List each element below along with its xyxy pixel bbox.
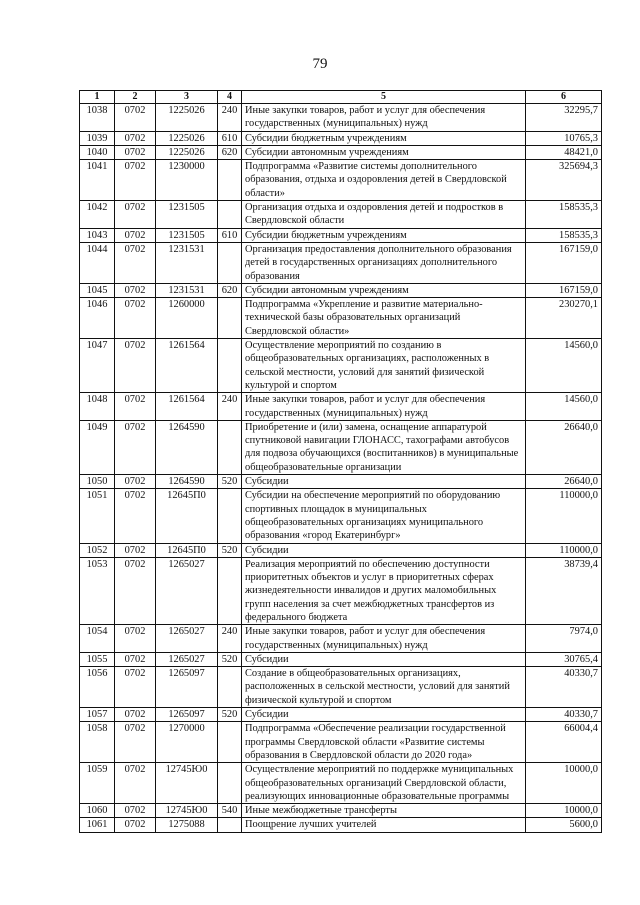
target-article-code: 12645П0 bbox=[156, 543, 218, 557]
item-name: Подпрограмма «Укрепление и развитие материально-технической базы образовательных организаций Свердловской области» bbox=[242, 298, 526, 339]
row-number: 1052 bbox=[80, 543, 115, 557]
target-article-code: 1264590 bbox=[156, 475, 218, 489]
section-code: 0702 bbox=[115, 625, 156, 653]
item-name: Субсидии bbox=[242, 475, 526, 489]
table-row bbox=[80, 160, 602, 201]
target-article-code: 1265027 bbox=[156, 652, 218, 666]
item-name: Реализация мероприятий по обеспечению доступности приоритетных объектов и услуг в приоритетных сферах жизнедеятельности инвалидов и других маломобильных групп населения за счет межбюджетных трансфертов из федерального бюджета bbox=[242, 557, 526, 624]
row-number: 1039 bbox=[80, 131, 115, 145]
amount: 158535,3 bbox=[526, 201, 602, 229]
amount: 10000,0 bbox=[526, 763, 602, 804]
section-code: 0702 bbox=[115, 804, 156, 818]
table-row bbox=[80, 283, 602, 297]
target-article-code: 1264590 bbox=[156, 420, 218, 474]
target-article-code: 1265027 bbox=[156, 625, 218, 653]
item-name: Организация предоставления дополнительного образования детей в государственных организациях дополнительного образования bbox=[242, 242, 526, 283]
amount: 14560,0 bbox=[526, 393, 602, 421]
target-article-code: 1261564 bbox=[156, 393, 218, 421]
amount: 158535,3 bbox=[526, 228, 602, 242]
table-row bbox=[80, 557, 602, 624]
section-code: 0702 bbox=[115, 283, 156, 297]
section-code: 0702 bbox=[115, 145, 156, 159]
table-row bbox=[80, 489, 602, 543]
row-number: 1051 bbox=[80, 489, 115, 543]
expense-type-code bbox=[218, 420, 242, 474]
section-code: 0702 bbox=[115, 393, 156, 421]
item-name: Осуществление мероприятий по поддержке муниципальных общеобразовательных организаций Свердловской области, реализующих инновационные образовательные программы bbox=[242, 763, 526, 804]
item-name: Иные закупки товаров, работ и услуг для обеспечения государственных (муниципальных) нужд bbox=[242, 625, 526, 653]
header-col-1: 1 bbox=[80, 91, 115, 104]
row-number: 1053 bbox=[80, 557, 115, 624]
item-name: Подпрограмма «Развитие системы дополнительного образования, отдыха и оздоровления детей в Свердловской области» bbox=[242, 160, 526, 201]
expense-type-code bbox=[218, 242, 242, 283]
target-article-code: 1230000 bbox=[156, 160, 218, 201]
expense-type-code: 520 bbox=[218, 652, 242, 666]
amount: 48421,0 bbox=[526, 145, 602, 159]
table-row bbox=[80, 543, 602, 557]
table-header-row bbox=[80, 91, 602, 104]
table-row bbox=[80, 298, 602, 339]
amount: 26640,0 bbox=[526, 420, 602, 474]
row-number: 1055 bbox=[80, 652, 115, 666]
expense-type-code bbox=[218, 298, 242, 339]
expense-type-code: 610 bbox=[218, 131, 242, 145]
item-name: Поощрение лучших учителей bbox=[242, 818, 526, 832]
target-article-code: 1225026 bbox=[156, 104, 218, 132]
section-code: 0702 bbox=[115, 722, 156, 763]
table-row bbox=[80, 475, 602, 489]
section-code: 0702 bbox=[115, 557, 156, 624]
target-article-code: 1275088 bbox=[156, 818, 218, 832]
amount: 110000,0 bbox=[526, 489, 602, 543]
row-number: 1044 bbox=[80, 242, 115, 283]
target-article-code: 12645П0 bbox=[156, 489, 218, 543]
row-number: 1038 bbox=[80, 104, 115, 132]
expense-type-code bbox=[218, 763, 242, 804]
header-col-3: 3 bbox=[156, 91, 218, 104]
target-article-code: 1225026 bbox=[156, 145, 218, 159]
row-number: 1054 bbox=[80, 625, 115, 653]
table-row bbox=[80, 131, 602, 145]
item-name: Организация отдыха и оздоровления детей и подростков в Свердловской области bbox=[242, 201, 526, 229]
expense-type-code: 620 bbox=[218, 145, 242, 159]
row-number: 1046 bbox=[80, 298, 115, 339]
page-number: 79 bbox=[312, 56, 328, 72]
section-code: 0702 bbox=[115, 543, 156, 557]
table-row bbox=[80, 763, 602, 804]
section-code: 0702 bbox=[115, 763, 156, 804]
section-code: 0702 bbox=[115, 339, 156, 393]
table-row bbox=[80, 652, 602, 666]
item-name: Субсидии автономным учреждениям bbox=[242, 145, 526, 159]
section-code: 0702 bbox=[115, 104, 156, 132]
item-name: Иные закупки товаров, работ и услуг для обеспечения государственных (муниципальных) нужд bbox=[242, 104, 526, 132]
row-number: 1043 bbox=[80, 228, 115, 242]
item-name: Создание в общеобразовательных организациях, расположенных в сельской местности, условий для занятий физической культурой и спортом bbox=[242, 667, 526, 708]
expense-type-code: 610 bbox=[218, 228, 242, 242]
table-row bbox=[80, 818, 602, 832]
amount: 7974,0 bbox=[526, 625, 602, 653]
section-code: 0702 bbox=[115, 201, 156, 229]
expense-type-code: 240 bbox=[218, 625, 242, 653]
expense-type-code bbox=[218, 160, 242, 201]
table-row bbox=[80, 625, 602, 653]
item-name: Субсидии бюджетным учреждениям bbox=[242, 131, 526, 145]
amount: 325694,3 bbox=[526, 160, 602, 201]
item-name: Субсидии бюджетным учреждениям bbox=[242, 228, 526, 242]
row-number: 1058 bbox=[80, 722, 115, 763]
row-number: 1040 bbox=[80, 145, 115, 159]
item-name: Иные межбюджетные трансферты bbox=[242, 804, 526, 818]
expense-type-code bbox=[218, 339, 242, 393]
amount: 10000,0 bbox=[526, 804, 602, 818]
target-article-code: 1265097 bbox=[156, 708, 218, 722]
section-code: 0702 bbox=[115, 652, 156, 666]
item-name: Субсидии на обеспечение мероприятий по оборудованию спортивных площадок в муниципальных общеобразовательных организациях муниципального образования «город Екатеринбург» bbox=[242, 489, 526, 543]
section-code: 0702 bbox=[115, 298, 156, 339]
expense-type-code bbox=[218, 557, 242, 624]
header-col-6: 6 bbox=[526, 91, 602, 104]
budget-table bbox=[79, 90, 602, 833]
amount: 66004,4 bbox=[526, 722, 602, 763]
item-name: Иные закупки товаров, работ и услуг для обеспечения государственных (муниципальных) нужд bbox=[242, 393, 526, 421]
row-number: 1049 bbox=[80, 420, 115, 474]
expense-type-code bbox=[218, 489, 242, 543]
amount: 30765,4 bbox=[526, 652, 602, 666]
expense-type-code: 240 bbox=[218, 393, 242, 421]
expense-type-code: 240 bbox=[218, 104, 242, 132]
amount: 230270,1 bbox=[526, 298, 602, 339]
target-article-code: 12745Ю0 bbox=[156, 763, 218, 804]
table-row bbox=[80, 145, 602, 159]
expense-type-code bbox=[218, 667, 242, 708]
expense-type-code: 520 bbox=[218, 708, 242, 722]
amount: 26640,0 bbox=[526, 475, 602, 489]
amount: 40330,7 bbox=[526, 708, 602, 722]
section-code: 0702 bbox=[115, 160, 156, 201]
table-row bbox=[80, 242, 602, 283]
table-row bbox=[80, 708, 602, 722]
item-name: Субсидии bbox=[242, 708, 526, 722]
row-number: 1047 bbox=[80, 339, 115, 393]
target-article-code: 1261564 bbox=[156, 339, 218, 393]
item-name: Подпрограмма «Обеспечение реализации государственной программы Свердловской области «Развитие системы образования в Свердловской области до 2020 года» bbox=[242, 722, 526, 763]
section-code: 0702 bbox=[115, 667, 156, 708]
row-number: 1042 bbox=[80, 201, 115, 229]
section-code: 0702 bbox=[115, 131, 156, 145]
target-article-code: 1231531 bbox=[156, 242, 218, 283]
section-code: 0702 bbox=[115, 475, 156, 489]
row-number: 1060 bbox=[80, 804, 115, 818]
expense-type-code bbox=[218, 201, 242, 229]
amount: 110000,0 bbox=[526, 543, 602, 557]
item-name: Осуществление мероприятий по созданию в общеобразовательных организациях, расположенных в сельской местности, условий для занятий физической культурой и спортом bbox=[242, 339, 526, 393]
table-row bbox=[80, 804, 602, 818]
amount: 167159,0 bbox=[526, 283, 602, 297]
expense-type-code: 540 bbox=[218, 804, 242, 818]
row-number: 1041 bbox=[80, 160, 115, 201]
header-col-2: 2 bbox=[115, 91, 156, 104]
section-code: 0702 bbox=[115, 489, 156, 543]
table-row bbox=[80, 228, 602, 242]
target-article-code: 1231505 bbox=[156, 201, 218, 229]
item-name: Субсидии автономным учреждениям bbox=[242, 283, 526, 297]
section-code: 0702 bbox=[115, 228, 156, 242]
item-name: Субсидии bbox=[242, 543, 526, 557]
row-number: 1057 bbox=[80, 708, 115, 722]
amount: 32295,7 bbox=[526, 104, 602, 132]
amount: 38739,4 bbox=[526, 557, 602, 624]
section-code: 0702 bbox=[115, 242, 156, 283]
item-name: Приобретение и (или) замена, оснащение аппаратурой спутниковой навигации ГЛОНАСС, тахографами автобусов для подвоза обучающихся (воспитанников) в муниципальные общеобразовательные организации bbox=[242, 420, 526, 474]
target-article-code: 1231505 bbox=[156, 228, 218, 242]
expense-type-code bbox=[218, 818, 242, 832]
expense-type-code: 520 bbox=[218, 543, 242, 557]
amount: 10765,3 bbox=[526, 131, 602, 145]
header-col-4: 4 bbox=[218, 91, 242, 104]
table-row bbox=[80, 393, 602, 421]
section-code: 0702 bbox=[115, 708, 156, 722]
amount: 5600,0 bbox=[526, 818, 602, 832]
section-code: 0702 bbox=[115, 420, 156, 474]
target-article-code: 1231531 bbox=[156, 283, 218, 297]
target-article-code: 1260000 bbox=[156, 298, 218, 339]
table-row bbox=[80, 201, 602, 229]
table-row bbox=[80, 104, 602, 132]
row-number: 1059 bbox=[80, 763, 115, 804]
item-name: Субсидии bbox=[242, 652, 526, 666]
header-col-5: 5 bbox=[242, 91, 526, 104]
expense-type-code: 620 bbox=[218, 283, 242, 297]
row-number: 1056 bbox=[80, 667, 115, 708]
row-number: 1050 bbox=[80, 475, 115, 489]
table-row bbox=[80, 339, 602, 393]
target-article-code: 12745Ю0 bbox=[156, 804, 218, 818]
target-article-code: 1265097 bbox=[156, 667, 218, 708]
target-article-code: 1265027 bbox=[156, 557, 218, 624]
table-row bbox=[80, 722, 602, 763]
amount: 167159,0 bbox=[526, 242, 602, 283]
table-row bbox=[80, 667, 602, 708]
expense-type-code: 520 bbox=[218, 475, 242, 489]
target-article-code: 1270000 bbox=[156, 722, 218, 763]
target-article-code: 1225026 bbox=[156, 131, 218, 145]
table-row bbox=[80, 420, 602, 474]
amount: 14560,0 bbox=[526, 339, 602, 393]
amount: 40330,7 bbox=[526, 667, 602, 708]
row-number: 1048 bbox=[80, 393, 115, 421]
expense-type-code bbox=[218, 722, 242, 763]
row-number: 1045 bbox=[80, 283, 115, 297]
section-code: 0702 bbox=[115, 818, 156, 832]
row-number: 1061 bbox=[80, 818, 115, 832]
